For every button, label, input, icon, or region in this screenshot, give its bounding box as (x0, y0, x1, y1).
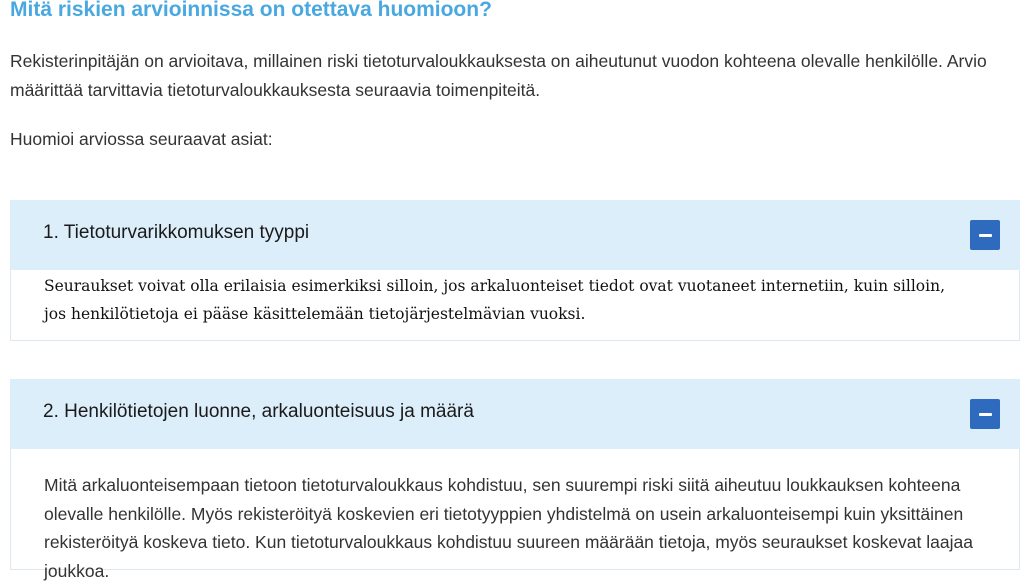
accordion-body-1 (10, 270, 1020, 341)
accordion-text-1: Seuraukset voivat olla erilaisia esimerkiksi silloin, jos arkaluonteiset tiedot ovat vuotaneet internetiin, kuin silloin, jos henkilötietoja ei pääse käsittelemään tietojärjestelmävian vuoksi. (44, 277, 945, 323)
accordion-text-2: Mitä arkaluonteisempaan tietoon tietoturvaloukkaus kohdistuu, sen suurempi riski siitä aiheutuu loukkauksen kohteena olevalle henkilölle. Myös rekisteröityä koskevien eri tietotyyppien yhdistelmä on usein arkaluonteisempi kuin yksittäinen rekisteröityä koskeva tieto. Kun tietoturvaloukkaus kohdistuu suureen määrään tietoja, myös seuraukset koskevat laajaa joukkoa. (44, 475, 973, 581)
section-heading: Mitä riskien arvioinnissa on otettava huomioon? (10, 0, 492, 21)
accordion-header-2[interactable] (10, 379, 1020, 449)
accordion-title-1: 1. Tietoturvarikkomuksen tyyppi (43, 222, 310, 243)
note-paragraph: Huomioi arviossa seuraavat asiat: (10, 129, 273, 149)
accordion-item-2 (10, 379, 1020, 581)
minus-icon (979, 234, 992, 237)
accordion-header-1[interactable] (10, 200, 1020, 270)
collapse-button-2[interactable] (970, 399, 1000, 429)
accordion-item-1 (10, 200, 1020, 341)
intro-paragraph: Rekisterinpitäjän on arvioitava, millainen riski tietoturvaloukkauksesta on aiheutunut vuodon kohteena olevalle henkilölle. Arvio määrittää tarvittavia tietoturvaloukkauksesta seuraavia toimenpiteitä. (10, 51, 987, 100)
collapse-button-1[interactable] (970, 220, 1000, 250)
accordion-body-2 (10, 449, 1020, 581)
accordion-title-2: 2. Henkilötietojen luonne, arkaluonteisuus ja määrä (43, 401, 474, 422)
minus-icon (979, 413, 992, 416)
